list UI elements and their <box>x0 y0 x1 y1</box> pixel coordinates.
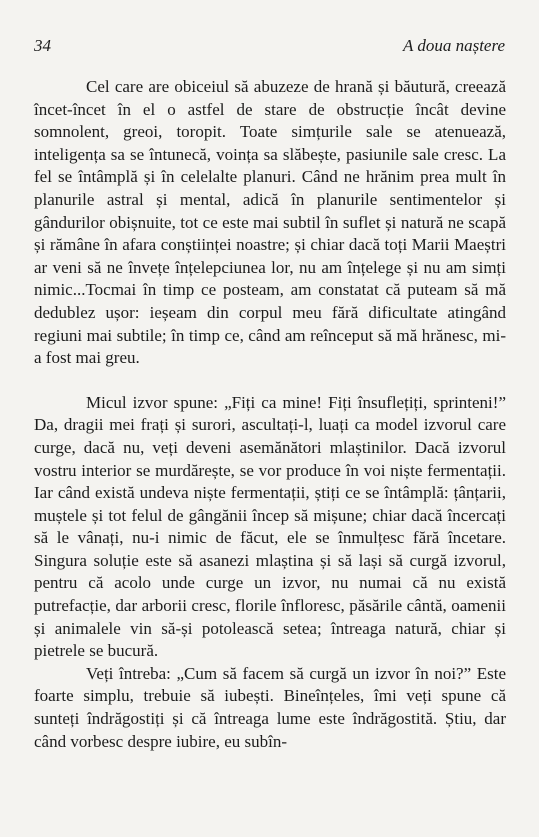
paragraph-2: Micul izvor spune: „Fiți ca mine! Fiți însuflețiți, sprinteni!” Da, dragii mei frați și surori, ascultați-l, luați ca model izvorul care curge, dacă nu, veți deveni asemănători mlaștinilor. Dacă izvorul vostru interior se murdărește, se vor produce în voi niște fermentații. Iar când există undeva niște fermentații, știți ce se întâmplă: țânțarii, muștele și tot felul de gângănii încep să mișune; chiar dacă încercați să le vânați, nu-i nimic de făcut, ele se înmulțesc fără încetare. Singura soluție este să asanezi mlaștina și să lași să curgă izvorul, pentru că acolo unde curge un izvor, nu numai că nu există putrefacție, dar arborii cresc, florile înfloresc, păsările cântă, oamenii și animalele vin să-și potolească setea; întreaga natură, chiar și pietrele se bucură. <box>34 392 506 661</box>
page-number: 34 <box>34 36 51 55</box>
paragraph-1: Cel care are obiceiul să abuzeze de hrană și băutură, creează încet-încet în el o astfel de stare de obstrucție încât devine somnolent, greoi, toropit. Toate simțurile sale se atenuează, inteligența sa se întunecă, voința sa slăbește, pasiunile sale cresc. La fel se întâmplă și în celelalte planuri. Când ne hrănim prea mult în planurile astral și mental, adică în planurile sentimentelor și gândurilor obișnuite, tot ce este mai subtil în suflet și natură ne scapă și rămâne în afara conștiinței noastre; și chiar dacă toți Marii Maeștri ar veni să ne învețe înțelepciunea lor, nu am înțelege și nu am simți nimic...Tocmai în timp ce posteam, am constatat că puteam să mă dedublez ușor: ieșeam din corpul meu fără dificultate atingând regiuni mai subtile; în timp ce, când am reînceput să mă hrănesc, mi-a fost mai greu. <box>34 77 506 368</box>
paragraph-3: Veți întreba: „Cum să facem să curgă un izvor în noi?” Este foarte simplu, trebuie să iubești. Bineînțeles, îmi veți spune că sunteți îndrăgostiți și că întreaga lume este îndrăgostită. Știu, dar când vorbesc despre iubire, eu subîn- <box>34 663 506 751</box>
body-text <box>34 76 506 753</box>
running-title: A doua naștere <box>403 36 505 55</box>
